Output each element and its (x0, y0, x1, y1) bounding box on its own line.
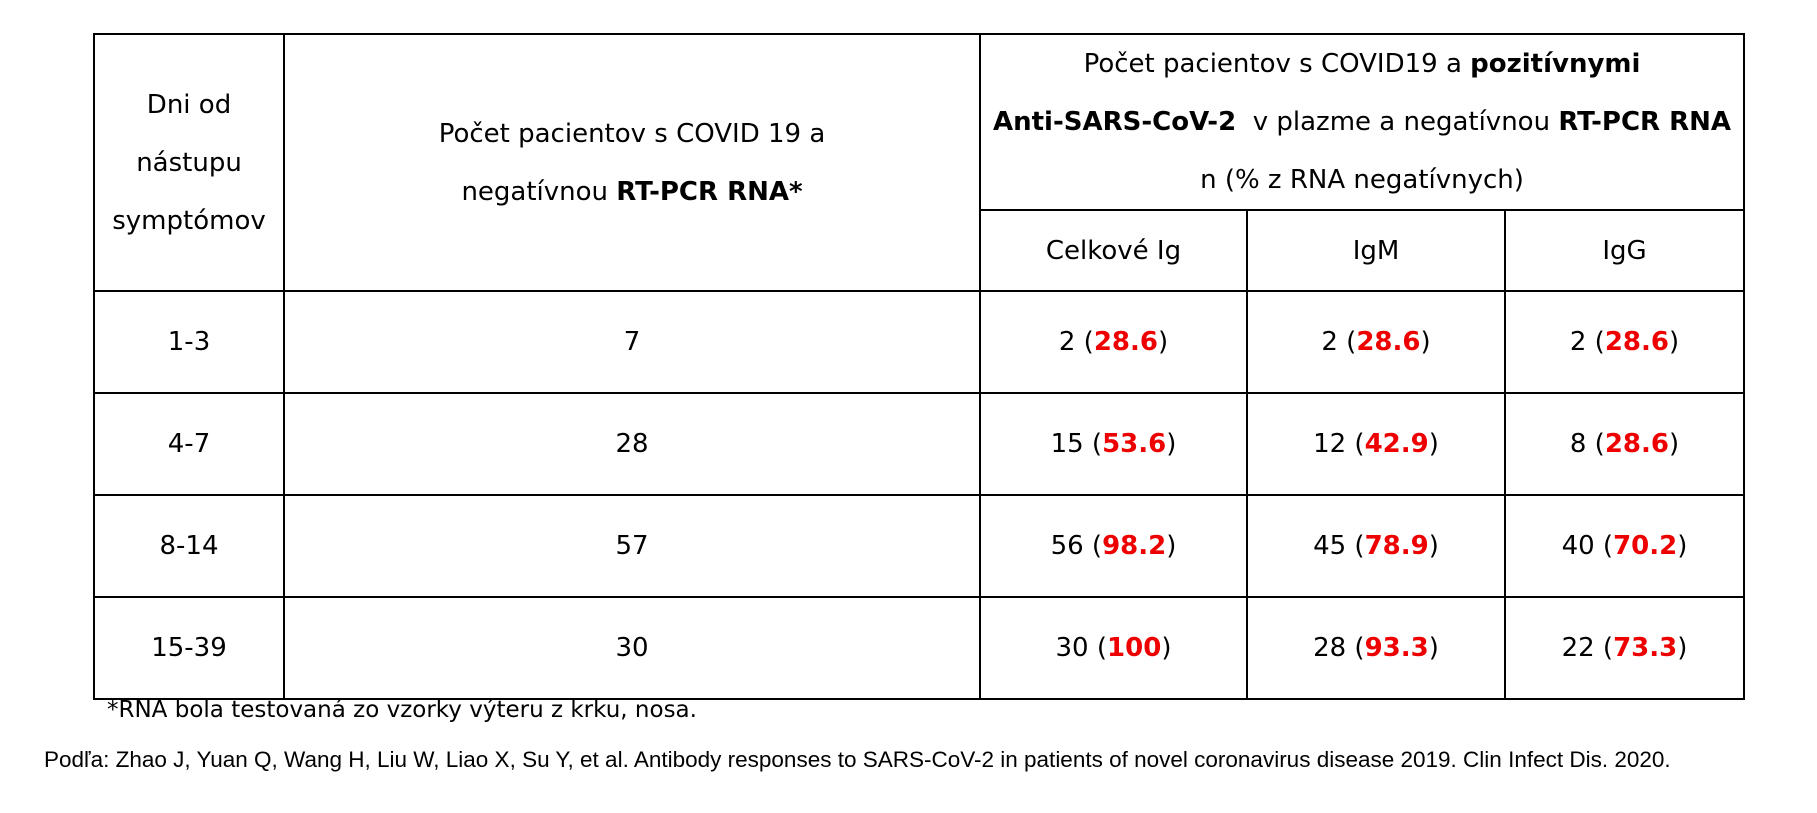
subheader-igg: IgG (1505, 210, 1744, 291)
table-row (94, 597, 1744, 699)
header-pos-line2: v plazme a negatívnou (1236, 107, 1559, 137)
value: 2 (1058, 327, 1076, 357)
value: 15 (1050, 429, 1084, 459)
cell-rna-negative: 57 (284, 495, 980, 597)
cell-rna-negative: 7 (284, 291, 980, 393)
cell-total-ig: 2 (28.6) (980, 291, 1247, 393)
value: 2 (1321, 327, 1338, 357)
table-row (94, 393, 1744, 495)
value: 45 (1313, 531, 1347, 561)
header-days (94, 34, 284, 291)
value: 56 (1050, 531, 1084, 561)
percent: 70.2 (1613, 531, 1678, 561)
percent: 28.6 (1093, 327, 1158, 357)
source-citation: Podľa: Zhao J, Yuan Q, Wang H, Liu W, Liao X, Su Y, et al. Antibody responses to SARS-CoV-2 in patients of novel coronavirus disease 2019. Clin Infect Dis. 2020. (44, 747, 1671, 772)
subheader-igm: IgM (1247, 210, 1505, 291)
header-pos-rtpcr: RT-PCR RNA (1558, 107, 1731, 137)
percent: 28.6 (1356, 327, 1421, 357)
cell-days: 15-39 (94, 597, 284, 699)
cell-igg: 8 (28.6) (1505, 393, 1744, 495)
cell-days: 1-3 (94, 291, 284, 393)
cell-igm: 45 (78.9) (1247, 495, 1505, 597)
value: 2 (1569, 327, 1587, 357)
percent: 28.6 (1604, 429, 1669, 459)
antibody-table (93, 33, 1745, 700)
value: 28 (1313, 633, 1347, 663)
table-row (94, 495, 1744, 597)
value: 30 (1055, 633, 1089, 663)
cell-igg: 2 (28.6) (1505, 291, 1744, 393)
cell-total-ig: 56 (98.2) (980, 495, 1247, 597)
header-pos-line1-bold: pozitívnymi (1470, 49, 1641, 79)
percent: 73.3 (1613, 633, 1678, 663)
percent: 98.2 (1102, 531, 1167, 561)
cell-rna-negative: 30 (284, 597, 980, 699)
header-rna-negative-line1: Počet pacientov s COVID 19 a (438, 118, 826, 149)
footnote: *RNA bola testovaná zo vzorky výteru z krku, nosa. (107, 697, 697, 723)
cell-days: 4-7 (94, 393, 284, 495)
cell-days: 8-14 (94, 495, 284, 597)
cell-total-ig: 30 (100) (980, 597, 1247, 699)
header-rna-negative (284, 34, 980, 291)
header-days-line1: Dni od (146, 89, 232, 120)
header-days-line2: nástupu (136, 147, 242, 178)
percent: 53.6 (1102, 429, 1167, 459)
header-pos-line3: n (% z RNA negatívnych) (1200, 165, 1524, 195)
cell-total-ig: 15 (53.6) (980, 393, 1247, 495)
percent: 78.9 (1364, 531, 1429, 561)
cell-igg: 40 (70.2) (1505, 495, 1744, 597)
cell-igm: 28 (93.3) (1247, 597, 1505, 699)
subheader-total-ig: Celkové Ig (980, 210, 1247, 291)
cell-igm: 2 (28.6) (1247, 291, 1505, 393)
value: 40 (1561, 531, 1595, 561)
cell-rna-negative: 28 (284, 393, 980, 495)
header-rna-negative-line2: negatívnou (461, 176, 617, 207)
value: 8 (1569, 429, 1587, 459)
header-antibody-positive (980, 34, 1744, 210)
percent: 42.9 (1364, 429, 1429, 459)
percent: 100 (1107, 633, 1162, 663)
percent: 93.3 (1364, 633, 1429, 663)
percent: 28.6 (1604, 327, 1669, 357)
header-rna-negative-bold: RT-PCR RNA* (616, 176, 803, 207)
header-pos-line1: Počet pacientov s COVID19 a (1083, 49, 1471, 79)
header-pos-antibody: Anti-SARS-CoV-2 (992, 107, 1237, 137)
table-row (94, 291, 1744, 393)
cell-igg: 22 (73.3) (1505, 597, 1744, 699)
cell-igm: 12 (42.9) (1247, 393, 1505, 495)
value: 22 (1561, 633, 1595, 663)
header-days-line3: symptómov (112, 205, 266, 236)
value: 12 (1313, 429, 1347, 459)
